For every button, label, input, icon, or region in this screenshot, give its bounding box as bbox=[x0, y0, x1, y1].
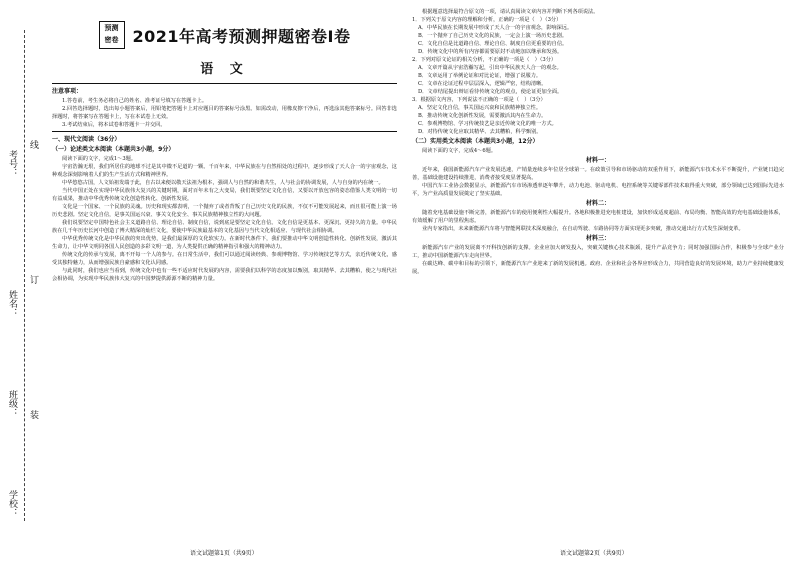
material-paragraph: 在碳达峰、碳中和目标的引领下，新能源汽车产业迎来了新的发展机遇。政府、企业和社会各界应形成合力，共同营造良好的发展环境，助力产业持续健康发展。 bbox=[412, 261, 784, 275]
passage-paragraph: 当代中国正处在实现中华民族伟大复兴的关键时期，面对百年未有之大变局，我们既要坚定文化自信，又要以开放包容的姿态借鉴人类文明的一切有益成果，推动中华优秀传统文化创造性转化、创新性发展。 bbox=[52, 188, 397, 202]
material-paragraph: 中国汽车工业协会数据显示，新能源汽车市场渗透率逐年攀升，动力电池、驱动电机、电控系统等关键零部件技术取得重大突破，部分领域已达到国际先进水平，为产业高质量发展奠定了坚实基础。 bbox=[412, 183, 784, 197]
passage-paragraph: 中华悠悠古国，人文始祖发端于此，自古以来便以敬天法祖为根本，强调人与自然的和谐共生，人与社会的协调发展，人与自身的内在统一。 bbox=[62, 180, 384, 186]
notice-item: 2.回答选择题时，选出每小题答案后，用铅笔把答题卡上对应题目的答案标号涂黑。如需改动，用橡皮擦干净后，再选涂其他答案标号。回答非选择题时，将答案写在答题卡上，写在本试卷上无效。 bbox=[52, 106, 397, 120]
option-b: B．推动传统文化创新性发展，需要激活其内在生命力。 bbox=[418, 113, 547, 119]
notice-item: 3.考试结束后，将本试卷和答题卡一并交回。 bbox=[62, 122, 166, 128]
passage-paragraph: 传统文化的传承与发展，离不开每一个人的参与。在日常生活中，我们可以通过阅读经典、参观博物馆、学习传统技艺等方式，亲近传统文化，感受其独特魅力，从而增强民族自豪感和文化认同感。 bbox=[52, 252, 397, 266]
material-paragraph: 新能源汽车产业的发展离不开科技创新的支撑。企业应加大研发投入，突破关键核心技术瓶颈，提升产品竞争力；同时加强国际合作，积极参与全球产业分工，推动中国新能源汽车走向世界。 bbox=[412, 245, 784, 259]
notice-item: 1.答卷前，考生务必将自己的姓名、准考证号填写在答题卡上。 bbox=[62, 98, 208, 104]
subsection-heading: （一）论述类文本阅读（本题共3小题，9分） bbox=[52, 146, 175, 153]
divider bbox=[52, 131, 397, 132]
option-d: D．对待传统文化应取其精华、去其糟粕，科学甄别。 bbox=[418, 129, 542, 135]
question-2: 2．下列对原文论证的相关分析，不正确的一项是（ ）（3分） bbox=[412, 57, 557, 63]
page-footer-left: 语文试题第1页（共9页） bbox=[190, 550, 258, 557]
passage-paragraph: 文化是一个国家、一个民族的灵魂。历史和现实都表明，一个抛弃了或者背叛了自己历史文化的民族，不仅不可能发展起来，而且很可能上演一场历史悲剧。坚定文化自信，是事关国运兴衰、事关文化安全、事关民族精神独立性的大问题。 bbox=[52, 204, 397, 218]
passage-paragraph: 我们说要坚定中国特色社会主义道路自信、理论自信、制度自信，说到底是要坚定文化自信。文化自信是更基本、更深沉、更持久的力量。中华民族在几千年历史长河中创造了博大精深的灿烂文化，要使中华民族最基本的文化基因与当代文化相适应、与现代社会相协调。 bbox=[52, 220, 397, 234]
cut-mark-staple: 订 bbox=[28, 275, 38, 284]
option-c: C．参观博物馆、学习传统技艺是亲近传统文化的唯一方式。 bbox=[418, 121, 557, 127]
option-b: B．文章运用了举例论证和对比论证，增强了说服力。 bbox=[418, 73, 542, 79]
option-c: C．文章在论证过程中层层深入，逻辑严密，结构清晰。 bbox=[418, 81, 547, 87]
option-a: A．文章开篇从宇宙浩瀚写起，引出中华民族天人合一的观念。 bbox=[418, 65, 562, 71]
exam-title: 2021年高考预测押题密卷Ⅰ卷 bbox=[132, 26, 351, 46]
option-b: B．一个抛弃了自己历史文化的民族，一定会上演一场历史悲剧。 bbox=[418, 33, 568, 39]
school-label: 学校： bbox=[7, 490, 17, 517]
cut-mark-bind: 装 bbox=[28, 410, 38, 419]
option-c: C．文化自信是比道路自信、理论自信、制度自信更重要的自信。 bbox=[418, 41, 568, 47]
subsection-heading: （二）实用类文本阅读（本题共3小题，12分） bbox=[412, 138, 539, 145]
option-d: D．传统文化中的所有内容都需要原封不动地加以继承和发扬。 bbox=[418, 49, 563, 55]
option-a: A．中华民族在长期发展中形成了天人合一的宇宙观念，影响深远。 bbox=[418, 25, 573, 31]
binding-line bbox=[24, 30, 25, 521]
instruction: 阅读下面的文字，完成1～3题。 bbox=[62, 156, 137, 162]
right-page bbox=[412, 8, 784, 548]
notice-title: 注意事项： bbox=[52, 88, 83, 95]
stamp-logo: 预测 密卷 bbox=[99, 21, 125, 49]
binding-margin bbox=[0, 0, 50, 561]
passage-paragraph: 宇宙浩瀚无垠，我们所居住的地球不过是其中微不足道的一颗。千百年来，中华民族在与自然相处的过程中，逐步形成了天人合一的宇宙观念，这种观念深刻影响着人们的生产生活方式和精神世界。 bbox=[52, 164, 397, 178]
material-paragraph: 业内专家指出，未来新能源汽车将与智能网联技术深度融合，在自动驾驶、车路协同等方面实现更多突破，推动交通出行方式发生深刻变革。 bbox=[422, 226, 744, 232]
exam-header bbox=[52, 24, 397, 46]
passage-paragraph: 与此同时，我们也应当看到，传统文化中也有一些不适应时代发展的内容，需要我们以科学的态度加以甄别，取其精华、去其糟粕，使之与现代社会相协调，为实现中华民族伟大复兴的中国梦提供源源不断的精神力量。 bbox=[52, 268, 397, 282]
name-label: 姓名： bbox=[7, 290, 17, 317]
cut-mark-line: 线 bbox=[28, 140, 38, 149]
option-d: D．文章结尾提出辩证看待传统文化的观点，使论证更加全面。 bbox=[418, 89, 563, 95]
left-page bbox=[52, 8, 397, 548]
question-3: 3．根据原文内容，下列说法不正确的一项是（ ）（3分） bbox=[412, 97, 546, 103]
material-paragraph: 随着充电基础设施不断完善，新能源汽车的使用便利性大幅提升。各地积极推进充电桩建设，加快形成适度超前、布局均衡、智能高效的充电基础设施体系，有效缓解了用户的里程焦虑。 bbox=[412, 210, 784, 224]
page-footer-right: 语文试题第2页（共9页） bbox=[560, 550, 628, 557]
option-a: A．坚定文化自信，事关国运兴衰和民族精神独立性。 bbox=[418, 105, 542, 111]
class-label: 班级： bbox=[7, 390, 17, 417]
instruction: 阅读下面的文字，完成4～6题。 bbox=[422, 148, 497, 154]
material-title: 材料三： bbox=[585, 235, 610, 242]
material-title: 材料二： bbox=[585, 200, 610, 207]
question-1: 1．下列关于原文内容的理解和分析，正确的一项是（ ）（3分） bbox=[412, 17, 562, 23]
exam-no-label: 考号： bbox=[7, 150, 17, 177]
divider bbox=[52, 83, 397, 84]
material-paragraph: 近年来，我国新能源汽车产业发展迅速，产销量连续多年位居全球第一。在政策引导和市场驱动的双重作用下，新能源汽车技术水平不断提升，产业链日趋完善，基础设施建设持续推进，消费者接受度显著提高。 bbox=[412, 167, 784, 181]
material-title: 材料一： bbox=[585, 157, 610, 164]
section-heading: 一、现代文阅读（36分） bbox=[52, 136, 121, 143]
passage-paragraph: 根据题意选择最符合原文的一项，请认真阅读文章内容并判断下列各项说法。 bbox=[422, 9, 599, 15]
subject-title: 语 文 bbox=[200, 62, 249, 77]
passage-paragraph: 中华优秀传统文化是中华民族的突出优势，是我们最深厚的文化软实力。在新时代条件下，我们要推动中华文明创造性转化、创新性发展，激活其生命力，让中华文明同各国人民创造的多彩文明一道，为人类提供正确的精神指引和强大的精神动力。 bbox=[52, 236, 397, 250]
